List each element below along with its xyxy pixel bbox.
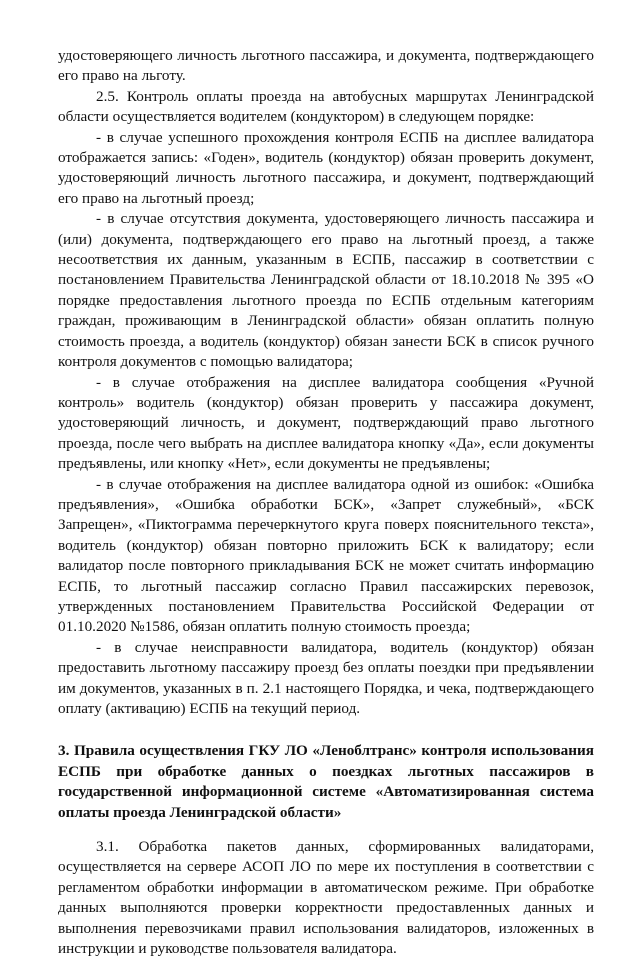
paragraph-continuation: удостоверяющего личность льготного пассажира, и документа, подтверждающего его право на льготу. [58,47,594,85]
paragraph-item-malfunction: - в случае неисправности валидатора, водитель (кондуктор) обязан предоставить льготному пассажиру проезд без оплаты поездки при предъявлении им документов, указанных в п. 2.1 настоящего Порядка, и чека, подтверждающего оплату (активацию) ЕСПБ на текущий период. [58,638,594,717]
section-3-heading: 3. Правила осуществления ГКУ ЛО «Леноблтранс» контроля использования ЕСПБ при обработке данных о поездках льготных пассажиров в государственной информационной системе «Автоматизированная система оплаты проезда Ленинградской области» [58,742,594,821]
spacer [58,719,594,741]
paragraph-item-manual-control: - в случае отображения на дисплее валидатора сообщения «Ручной контроль» водитель (кондуктор) обязан проверить у пассажира документ, удостоверяющий личность, и документ, подтверждающий право льготного проезда, после чего выбрать на дисплее валидатора кнопку «Да», если документы предъявлены, или кнопку «Нет», если документы не предъявлены; [58,373,594,473]
spacer [58,823,594,837]
paragraph-item-errors: - в случае отображения на дисплее валидатора одной из ошибок: «Ошибка предъявления», «Ошибка обработки БСК», «Запрет служебный», «БСК Запрещен», «Пиктограмма перечеркнутого круга поверх пояснительного текста», водитель (кондуктор) обязан повторно приложить БСК к валидатору; если валидатор после повторного прикладывания БСК не может считать информацию ЕСПБ, то льготный пассажир согласно Правил пассажирских перевозок, утвержденных постановлением Правительства Российской Федерации от 01.10.2020 №1586, обязан оплатить полную стоимость проезда; [58,475,594,636]
paragraph-3-1: 3.1. Обработка пакетов данных, сформированных валидаторами, осуществляется на сервере АСОП ЛО по мере их поступления в соответствии с регламентом обработки информации в автоматическом режиме. При обработке данных выполняются проверки корректности предоставленных данных и выполнения перевозчиками правил использования валидаторов, изложенных в инструкции и руководстве пользователя валидатора. [58,838,594,958]
paragraph-item-success: - в случае успешного прохождения контроля ЕСПБ на дисплее валидатора отображается запись: «Годен», водитель (кондуктор) обязан проверить документ, удостоверяющий личность льготного пассажира, и документ, подтверждающий его право на льготный проезд; [58,128,594,207]
paragraph-2-5: 2.5. Контроль оплаты проезда на автобусных маршрутах Ленинградской области осуществляется водителем (кондуктором) в следующем порядке: [58,87,594,126]
paragraph-item-no-document: - в случае отсутствия документа, удостоверяющего личность пассажира и (или) документа, подтверждающего его право на льготный проезд, а также несоответствия их данным, указанным в ЕСПБ, пассажир в соответствии с постановлением Правительства Ленинградской области от 18.10.2018 № 395 «О порядке предоставления льготного проезда по ЕСПБ отдельным категориям граждан, проживающим в Ленинградской области» обязан оплатить полную стоимость проезда, а водитель (кондуктор) обязан занести БСК в список ручного контроля документов с помощью валидатора; [58,210,594,371]
